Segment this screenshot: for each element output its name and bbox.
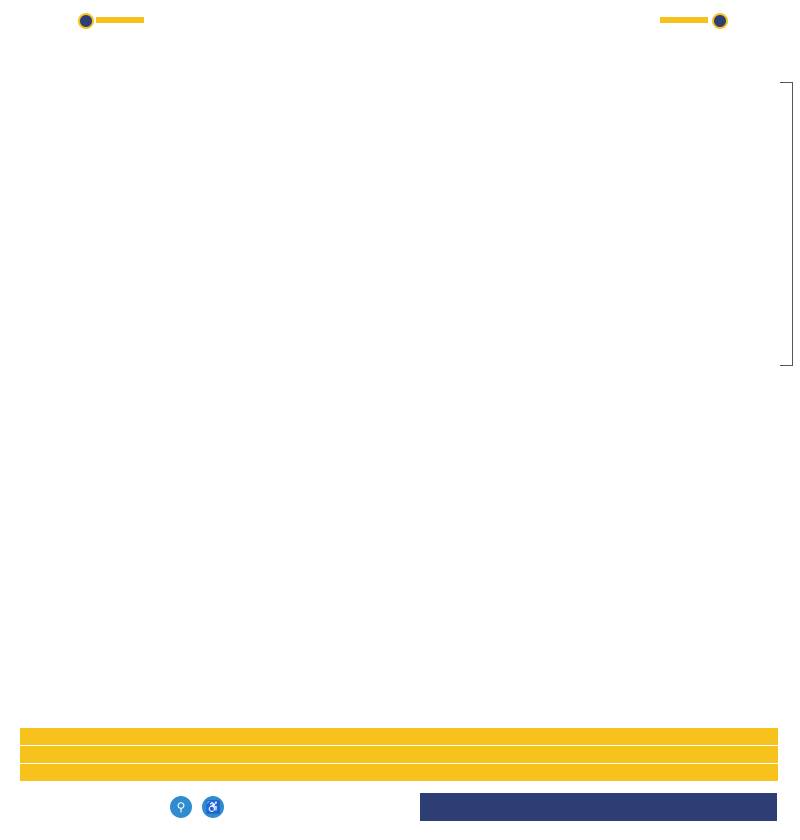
bicycle-icon: ⚲ (170, 796, 192, 818)
validity-notes (20, 728, 778, 782)
note-3 (20, 764, 778, 782)
note-1 (20, 728, 778, 746)
line-dash (96, 17, 144, 23)
note-2 (20, 746, 778, 764)
line-dot-icon (78, 13, 94, 29)
footer (0, 790, 800, 840)
header (0, 0, 800, 48)
weather-warning (420, 793, 777, 821)
levanto-connector (780, 82, 793, 366)
accessibility-icons-bottom (20, 342, 780, 358)
line-dot-icon-right (712, 13, 728, 29)
wheelchair-icon: ♿ (202, 796, 224, 818)
line-dash-right (660, 17, 708, 23)
accessibility-icons-top (20, 56, 780, 72)
